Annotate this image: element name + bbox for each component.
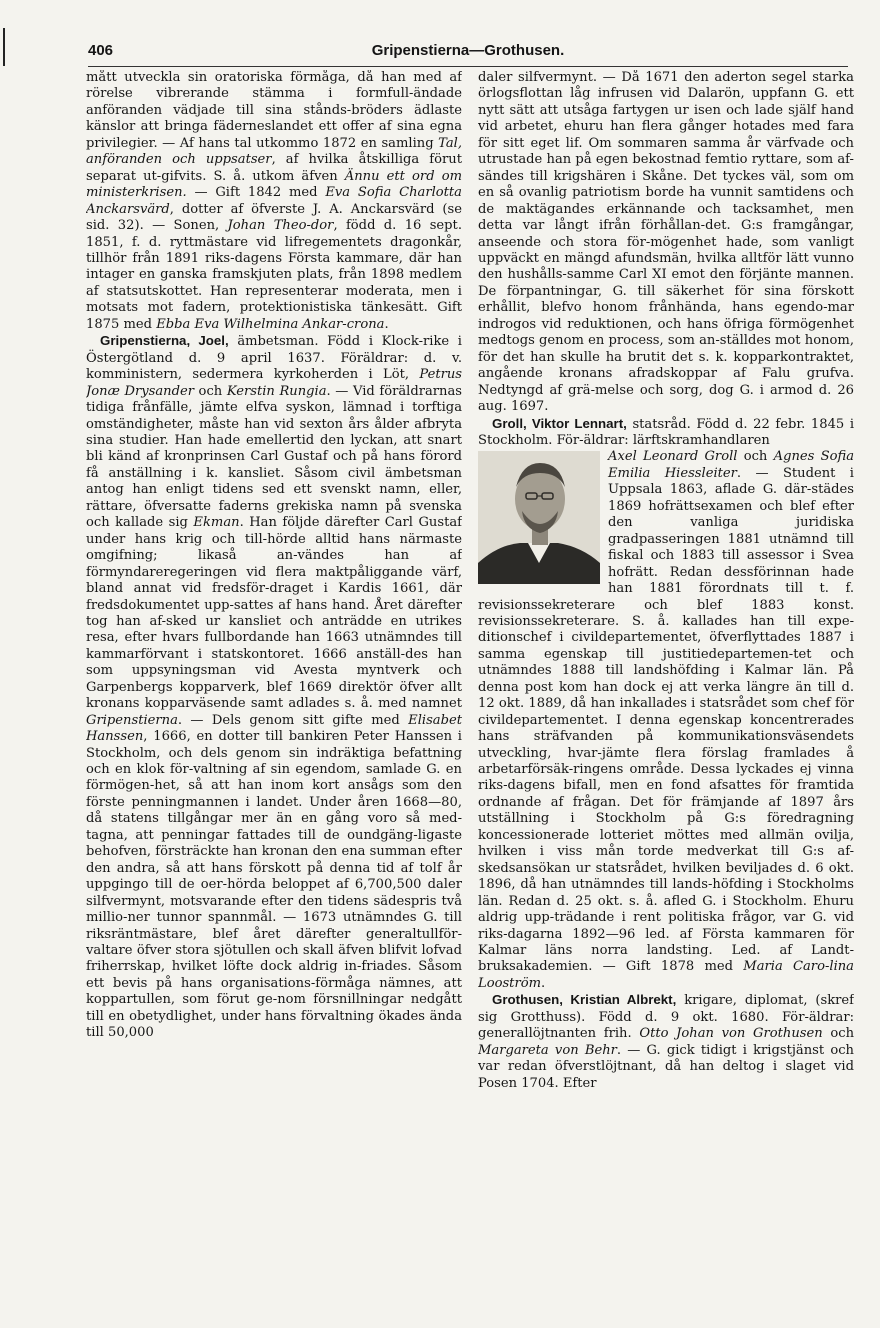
- page-number: 406: [88, 42, 114, 59]
- header-rule: [88, 66, 848, 67]
- entry-gripenstierna-joel: Gripenstierna, Joel, ämbetsman. Född i Klock-rike i Östergötland d. 9 april 1637. Föräldrar: d. v. komministern, sedermera kyrkoherden i Löt, Petrus Jonæ Drysander och Kerstin Rungia. — Vid föräldrarnas tidiga frånfälle, jämte elfva syskon, lämnad i torftiga omständigheter, måste han vid sexton års ålder afbryta sina studier. Han hade emellertid den lyckan, att snart bli känd af kronprinsen Carl Gustaf och på hans förord få anställning i k. kansliet. Såsom civil ämbetsman antog han enligt tidens sed ett svenskt namn, eller, rättare, öfversatte faderns grekiska namn på svenska och kallade sig Ekman. Han följde därefter Carl Gustaf under hans krig och till-hörde alltid hans närmaste omgifning; likaså an-vändes han af förmyndareregeringen vid flera maktpåliggande värf, bland annat vid fredsför-draget i Kardis 1661, där fredsdokumentet upp-sattes af hans hand. Året därefter tog han af-sked ur kansliet och anträdde en utrikes resa, efter hvars fullbordande han 1663 utnämndes till kammarförvant i statskontoret. 1666 anställ-des han som uppsyningsman vid Avesta myntverk och Garpenbergs kopparverk, blef 1669 direktör öfver allt kronans kopparväsende samt adlades s. å. med namnet Gripenstierna. — Dels genom sitt gifte med Elisabet Hanssen, 1666, en dotter till bankiren Peter Hanssen i Stockholm, och dels genom sin indräktiga befattning och en klok för-valtning af sin egendom, samlade G. en förmögen-het, så att han inom kort ansågs som den förste penningmannen i landet. Under åren 1668—80, då statens tillgångar mer än en gång voro så med-tagna, att penningar fattades till de oundgäng-ligaste behofven, försträckte han kronan den ena summan efter den andra, så att hans förskott på denna tid af tolf år uppgingo till de oer-hörda beloppet af 6,700,500 daler silfvermynt, motsvarande efter den tidens sädespris två millio-ner tunnor spannmål. — 1673 utnämndes G. till riksräntmästare, blef året därefter generaltullför-valtare öfver stora sjötullen och skall äfven blifvit lofvad friherrskap, hvilket löfte dock aldrig in-friades. Såsom ett bevis på hans organisations-förmåga nämnes, att koppartullen, som förut ge-nom försnillningar nedgått till en obetydlighet, under hans förvaltning ökades ända till 50,000: [86, 333, 462, 1041]
- entry-groll: Groll, Viktor Lennart, statsråd. Född d. 22 febr. 1845 i Stockholm. För-äldrar: lärftskramhandlaren: [478, 415, 854, 448]
- gripenstierna-joel-continued: daler silfvermynt. — Då 1671 den aderton segel starka örlogsflottan låg infrusen vid Dalarön, uppfann G. ett nytt sätt att utsåga fartygen ur isen och lade själf hand vid arbetet, ehuru han flera gånger hotades med fara för sitt eget lif. Om sommaren samma år värfvade och utrustade han på egen bekostnad femtio ryttare, som af-sändes till krigshären i Skåne. Det tyckes väl, som om en så ovanlig patriotism borde ha vunnit samtidens och de maktägandes erkännande och tacksamhet, men detta var långt ifrån förhållan-det. G:s framgångar, anseende och stora för-mögenhet hade, som vanligt uppväckt en mängd afundsmän, hvilka alltför lätt vunno den hushålls-samme Carl XI emot den förjänte mannen. De förpantningar, G. till säkerhet för sina förskott erhållit, blefvo honom frånhända, hans egendo-mar indrogos vid reduktionen, och hans öfriga förmögenhet medtogs genom en process, som an-ställdes mot honom, för det han skulle ha brutit det s. k. kopparkontraktet, angående kronans afradskoppar af Falu grufva. Nedtyngd af grä-melse och sorg, dog G. i armod d. 26 aug. 1697.: [478, 70, 854, 415]
- page-header: [88, 42, 848, 64]
- entry-groll-body: Axel Leonard Groll och Agnes Sofia Emilia Hiessleiter. — Student i Uppsala 1863, aflade G. där-städes 1869 hofrättsexamen och blef efter den vanliga juridiska gradpasseringen 1881 utnämnd till fiskal och 1883 till assessor i Svea hofrätt. Redan dessförinnan hade han 1881 förordnats till t. f. revisionssekreterare och blef 1883 konst. revisionssekreterare. S. å. kallades han till expe-ditionschef i civildepartementet, öfverflyttades 1887 i samma egenskap till justitiedepartemen-tet och utnämndes 1888 till landshöfding i Kalmar län. På denna post kom han dock ej att verka längre än till d. 12 okt. 1889, då han inkallades i statsrådet som chef för civildepartementet. I denna egenskap koncentrerades hans sträfvanden på kommunikationsväsendets utveckling, hvar-jämte flera förslag framlades å arbetarförsäk-ringens område. Dessa lyckades ej vinna riks-dagens bifall, men en fond afsattes för framtida ordnande af frågan. Det för främjande af 1897 års utställning i Stockholm på G:s föredragning koncessionerade lotteriet möttes med allmän ovilja, hvilken i viss mån torde medverkat till G:s af-skedsansökan ur statsrådet, hvilken beviljades d. 6 okt. 1896, då han utnämndes till lands-höfding i Stockholms län. Redan d. 25 okt. s. å. afled G. i Stockholm. Ehuru aldrig upp-trädande i rent politiska frågor, var G. vid riks-dagarna 1892—96 led. af Första kammaren för Kalmar läns norra landsting. Led. af Landt-bruksakademien. — Gift 1878 med Maria Caro-lina Looström.: [478, 449, 854, 991]
- gripenstierna-continued: mått utveckla sin oratoriska förmåga, då han med af rörelse vibrerande stämma i formfull-ändade anföranden vädjade till sina stånds-bröders ädlaste känslor att bringa fäderneslandet ett offer af sina egna privilegier. — Af hans tal utkommo 1872 en samling Tal, anföranden och uppsatser, af hvilka åtskilliga förut separat ut-gifvits. S. å. utkom äfven Ännu ett ord om ministerkrisen. — Gift 1842 med Eva Sofia Charlotta Anckarsvärd, dotter af öfverste J. A. Anckarsvärd (se sid. 32). — Sonen, Johan Theo-dor, född d. 16 sept. 1851, f. d. ryttmästare vid lifregementets dragonkår, tillhör från 1891 riks-dagens Första kammare, där han intager en ganska framskjuten plats, från 1898 medlem af statsutskottet. Han representerar moderata, men i motsats mot fadern, protektionistiska tänkesätt. Gift 1875 med Ebba Eva Wilhelmina Ankar-crona.: [86, 70, 462, 332]
- entry-headword: Groll, Viktor Lennart,: [492, 415, 627, 431]
- left-column: [86, 70, 462, 1230]
- running-title: Gripenstierna—Grothusen.: [371, 42, 565, 59]
- right-column: [478, 70, 854, 1230]
- entry-headword: Grothusen, Kristian Albrekt,: [492, 992, 677, 1008]
- entry-grothusen: Grothusen, Kristian Albrekt, krigare, diplomat, (skref sig Grotthuss). Född d. 9 okt. 1680. För-äldrar: generallöjtnanten frih. Otto Johan von Grothusen och Margareta von Behr. — G. gick tidigt i krigstjänst och var redan öfverstlöjtnant, då han deltog i slaget vid Posen 1704. Efter: [478, 992, 854, 1091]
- portrait-photo: [478, 451, 600, 584]
- entry-headword: Gripenstierna, Joel,: [100, 333, 229, 349]
- margin-mark: [3, 28, 5, 66]
